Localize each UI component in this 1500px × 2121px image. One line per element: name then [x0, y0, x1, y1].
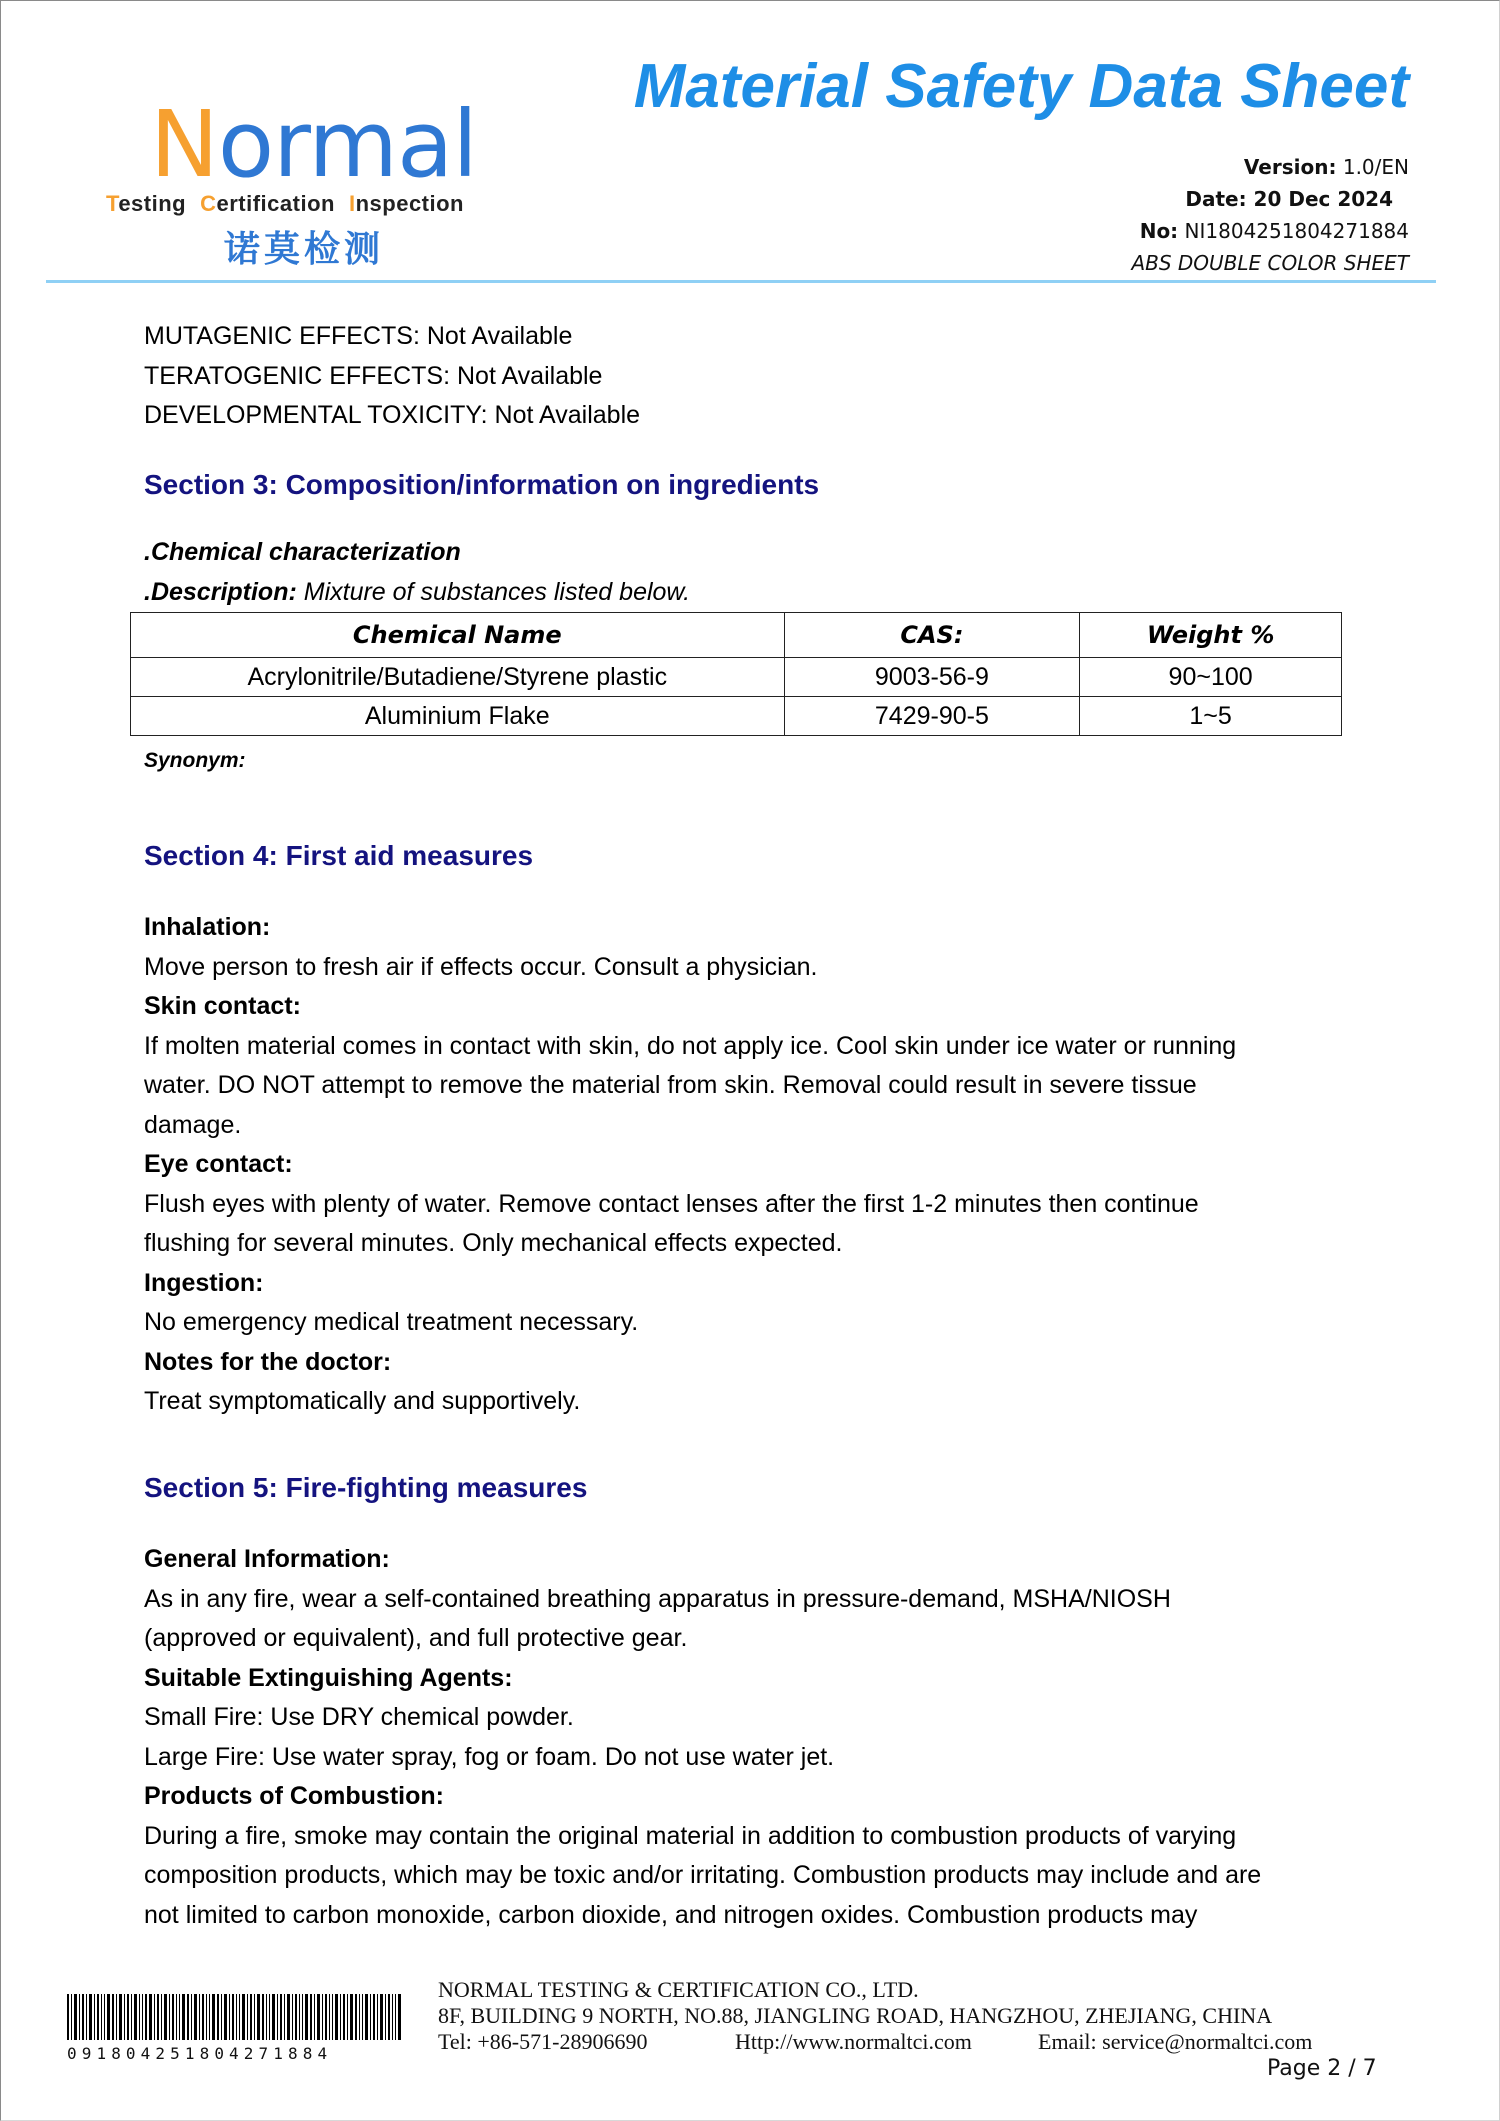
company-address: 8F, BUILDING 9 NORTH, NO.88, JIANGLING ROAD, HANGZHOU, ZHEJIANG, CHINA: [438, 2003, 1273, 2028]
logo-word-rest: ormal: [217, 91, 477, 198]
section-4: [144, 836, 1344, 876]
description-label: .Description:: [144, 577, 297, 606]
logo-chinese-name: 诺莫检测: [224, 229, 385, 270]
section-3: [144, 465, 1344, 505]
column-header-cas: CAS:: [784, 613, 1080, 658]
section-4-body: [144, 908, 1344, 1422]
tagline-initial: C: [200, 191, 217, 216]
table-header-row: [131, 613, 1342, 658]
general-information-text: As in any fire, wear a self-contained breathing apparatus in pressure-demand, MSHA/NIOSH: [144, 1584, 1171, 1613]
description-row: [144, 573, 1344, 613]
combustion-products-text: During a fire, smoke may contain the original material in addition to combustion products of varying: [144, 1821, 1237, 1850]
weight-cell: 90~100: [1080, 658, 1342, 697]
section-3-subheads: [144, 533, 1344, 612]
company-info: [438, 1977, 1312, 2055]
product-name: ABS DOUBLE COLOR SHEET: [1131, 251, 1409, 275]
number-row: [1131, 215, 1409, 247]
cas-cell: 9003-56-9: [784, 658, 1080, 697]
section-5: [144, 1468, 1344, 1508]
tagline-initial: T: [106, 191, 119, 216]
section-3-heading: Section 3: Composition/information on ingredients: [144, 469, 820, 500]
tagline-word: ertification: [216, 191, 335, 216]
table-row: [131, 658, 1342, 697]
skin-contact-text: If molten material comes in contact with skin, do not apply ice. Cool skin under ice water or running: [144, 1031, 1237, 1060]
document-title: Material Safety Data Sheet: [633, 52, 1409, 121]
skin-contact-text: water. DO NOT attempt to remove the material from skin. Removal could result in severe tissue: [144, 1071, 1197, 1099]
section-4-heading: Section 4: First aid measures: [144, 840, 534, 871]
company-logo: [106, 91, 526, 274]
combustion-products-label: Products of Combustion:: [144, 1782, 444, 1810]
chemical-characterization: .Chemical characterization: [144, 538, 461, 566]
header-divider: [46, 280, 1436, 283]
combustion-products-text: composition products, which may be toxic and/or irritating. Combustion products may include and are: [144, 1861, 1262, 1889]
description-value: Mixture of substances listed below.: [296, 577, 691, 606]
extinguishing-agents-label: Suitable Extinguishing Agents:: [144, 1663, 513, 1692]
company-website-link[interactable]: Http://www.normaltci.com: [735, 2029, 972, 2054]
composition-table: [130, 612, 1342, 736]
section-5-body: [144, 1540, 1344, 1935]
combustion-products-text: not limited to carbon monoxide, carbon dioxide, and nitrogen oxides. Combustion products may: [144, 1900, 1198, 1929]
table-row: [131, 697, 1342, 736]
eye-contact-text: flushing for several minutes. Only mechanical effects expected.: [144, 1229, 843, 1257]
date-value: 20 Dec 2024: [1253, 187, 1393, 211]
general-information-text: (approved or equivalent), and full protective gear.: [144, 1624, 688, 1652]
chemical-name-cell: Acrylonitrile/Butadiene/Styrene plastic: [131, 658, 785, 697]
page-number: Page 2 / 7: [1267, 2056, 1377, 2081]
doctor-notes-label: Notes for the doctor:: [144, 1347, 392, 1376]
skin-contact-label: Skin contact:: [144, 992, 301, 1020]
cas-cell: 7429-90-5: [784, 697, 1080, 736]
eye-contact-label: Eye contact:: [144, 1150, 293, 1178]
document-meta: [1131, 151, 1409, 279]
version-row: [1131, 151, 1409, 183]
developmental-toxicity: DEVELOPMENTAL TOXICITY: Not Available: [144, 401, 641, 429]
company-email-link[interactable]: Email: service@normaltci.com: [1038, 2029, 1313, 2054]
ingestion-text: No emergency medical treatment necessary.: [144, 1308, 639, 1336]
inhalation-text: Move person to fresh air if effects occur. Consult a physician.: [144, 952, 818, 981]
version-label: Version:: [1243, 155, 1337, 179]
version-value: 1.0/EN: [1342, 155, 1409, 179]
ingestion-label: Ingestion:: [144, 1268, 264, 1297]
tagline-word: esting: [118, 191, 187, 216]
logo-tagline: [106, 191, 464, 217]
general-information-label: General Information:: [144, 1545, 390, 1573]
barcode-icon: [67, 1994, 403, 2040]
column-header-chemical-name: Chemical Name: [131, 613, 785, 658]
company-name: NORMAL TESTING & CERTIFICATION CO., LTD.: [438, 1977, 919, 2002]
logo-initial: N: [150, 91, 218, 198]
eye-contact-text: Flush eyes with plenty of water. Remove contact lenses after the first 1-2 minutes then continue: [144, 1189, 1199, 1218]
number-value: NI1804251804271884: [1184, 219, 1409, 243]
extinguishing-agents-text: Small Fire: Use DRY chemical powder.: [144, 1703, 574, 1731]
tagline-initial: I: [348, 191, 356, 216]
main-content: [144, 317, 1344, 436]
weight-cell: 1~5: [1080, 697, 1342, 736]
date-row: [1131, 183, 1393, 215]
column-header-weight: Weight %: [1080, 613, 1342, 658]
contact-row: [438, 2029, 1312, 2055]
tagline-word: nspection: [355, 191, 464, 216]
teratogenic-effects: TERATOGENIC EFFECTS: Not Available: [144, 361, 603, 390]
mutagenic-effects: MUTAGENIC EFFECTS: Not Available: [144, 322, 573, 350]
section-5-heading: Section 5: Fire-fighting measures: [144, 1472, 588, 1503]
barcode-number: 091804251804271884: [67, 2044, 333, 2063]
inhalation-label: Inhalation:: [144, 913, 271, 941]
company-telephone: Tel: +86-571-28906690: [438, 2029, 648, 2054]
doctor-notes-text: Treat symptomatically and supportively.: [144, 1387, 581, 1415]
synonym-label: Synonym:: [144, 749, 246, 772]
number-label: No:: [1139, 219, 1179, 243]
chemical-name-cell: Aluminium Flake: [131, 697, 785, 736]
extinguishing-agents-text: Large Fire: Use water spray, fog or foam. Do not use water jet.: [144, 1742, 835, 1771]
date-label: Date:: [1185, 187, 1247, 211]
skin-contact-text: damage.: [144, 1110, 242, 1139]
logo-wordmark: [150, 91, 477, 198]
